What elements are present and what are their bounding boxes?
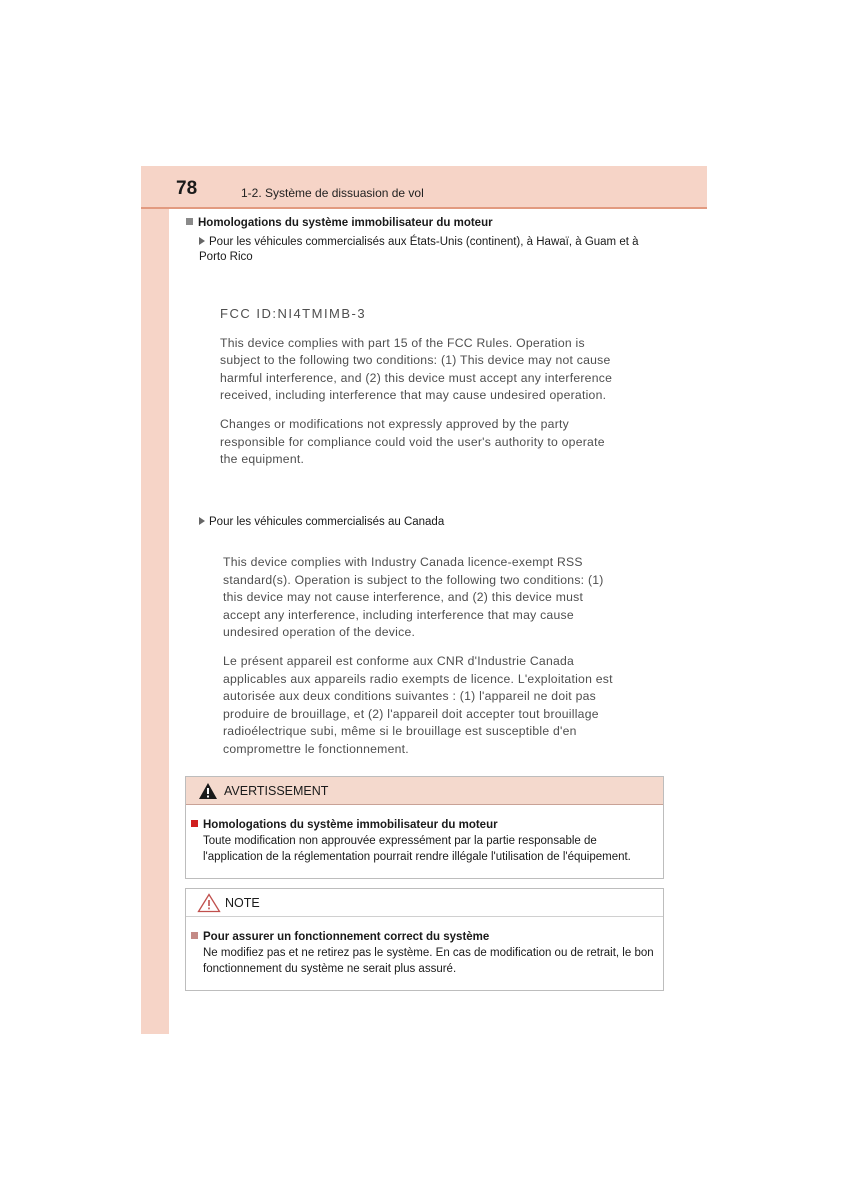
fcc-paragraph-1: This device complies with part 15 of the FCC Rules. Operation is subject to the following two conditions: (1) This device may not cause harmful interference, and (2) this device must accept any interference received, including interference that may cause undesired operation. <box>220 335 613 403</box>
header-rule <box>141 207 707 209</box>
note-box <box>185 888 664 991</box>
note-subheading <box>191 929 655 945</box>
canada-notice <box>223 554 663 770</box>
note-text: Ne modifiez pas et ne retirez pas le système. En cas de modification ou de retrait, le bon fonctionnement du système ne serait plus assuré. <box>203 947 654 975</box>
fcc-paragraph-2: Changes or modifications not expressly approved by the party responsible for compliance could void the user's authority to operate the equipment. <box>220 416 605 467</box>
page-number: 78 <box>176 178 198 199</box>
note-square-icon <box>191 932 198 939</box>
warning-title: AVERTISSEMENT <box>224 783 329 798</box>
warning-header <box>186 777 663 805</box>
bullet-arrow-icon <box>199 517 205 525</box>
warning-body <box>186 805 663 865</box>
note-body <box>186 917 663 977</box>
us-bullet-text: Pour les véhicules commercialisés aux États-Unis (continent), à Hawaï, à Guam et à Porto Rico <box>199 236 639 263</box>
warning-box <box>185 776 664 879</box>
note-triangle-icon <box>197 893 221 913</box>
canada-bullet <box>199 515 664 530</box>
warning-text: Toute modification non approuvée expressément par la partie responsable de l'application de la réglementation pourrait rendre illégale l'utilisation de l'équipement. <box>203 835 631 863</box>
warning-subheading <box>191 817 655 833</box>
header-band <box>141 166 707 207</box>
canada-paragraph-1: This device complies with Industry Canada licence-exempt RSS standard(s). Operation is subject to the following two conditions: (1) this device may not cause interference, and (2) this device must accept any interference, including interference that may cause undesired operation of the device. <box>223 555 604 640</box>
side-tab <box>141 166 169 1034</box>
section-title: Homologations du système immobilisateur du moteur <box>198 217 493 229</box>
canada-bullet-text: Pour les véhicules commercialisés au Canada <box>209 516 445 528</box>
section-square-icon <box>186 218 193 225</box>
bullet-arrow-icon <box>199 237 205 245</box>
fcc-notice <box>220 305 660 480</box>
warning-square-icon <box>191 820 198 827</box>
note-title: NOTE <box>225 895 260 910</box>
warning-subheading-text: Homologations du système immobilisateur du moteur <box>203 819 498 831</box>
section-heading <box>186 217 493 229</box>
warning-triangle-icon <box>198 782 218 800</box>
fcc-id: FCC ID:NI4TMIMB-3 <box>220 306 367 321</box>
note-header <box>186 889 663 917</box>
note-subheading-text: Pour assurer un fonctionnement correct du système <box>203 931 490 943</box>
us-bullet <box>199 235 664 265</box>
chapter-title: 1-2. Système de dissuasion de vol <box>241 186 424 200</box>
canada-paragraph-2: Le présent appareil est conforme aux CNR d'Industrie Canada applicables aux appareils radio exempts de licence. L'exploitation est autorisée aux deux conditions suivantes : (1) l'appareil ne doit pas produire de brouillage, et (2) l'appareil doit accepter tout brouillage radioélectrique subi, même si le brouillage est susceptible d'en compromettre le fonctionnement. <box>223 653 613 756</box>
